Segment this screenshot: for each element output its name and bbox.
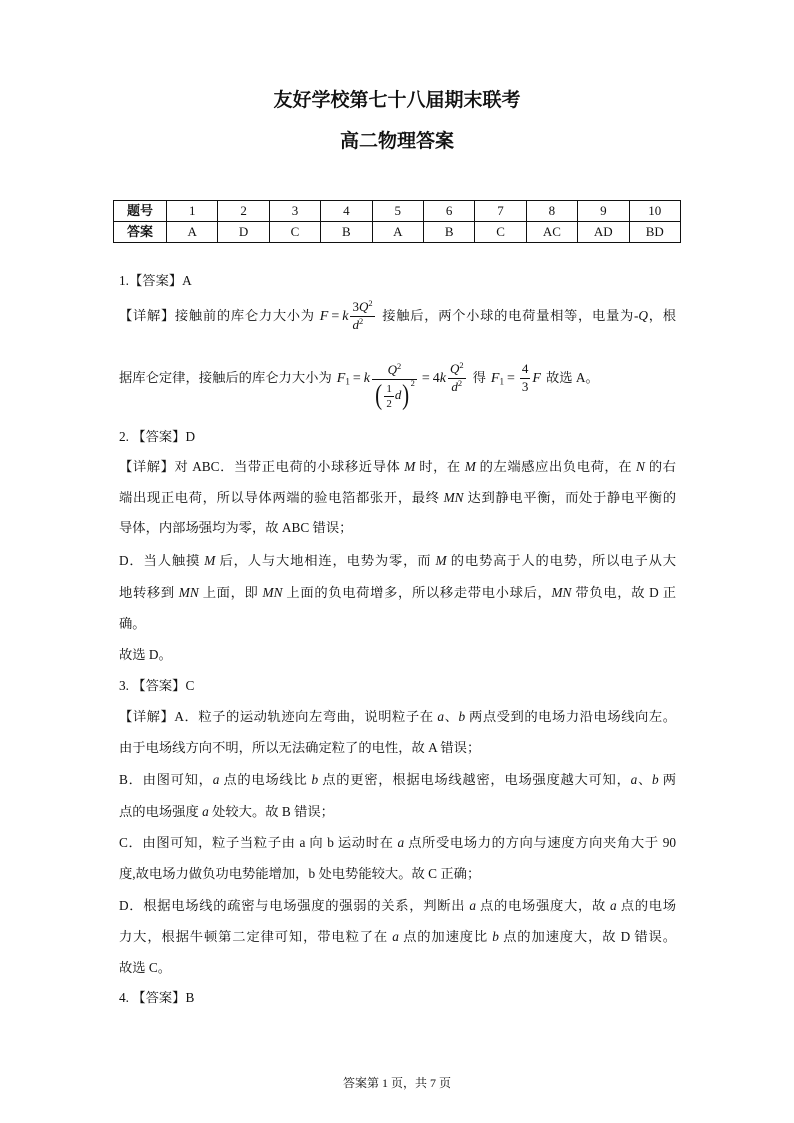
math-variable: F: [532, 371, 541, 386]
q1-detail-line-2: [119, 348, 676, 412]
math-subscript: 1: [345, 376, 350, 387]
math-variable: Q: [449, 361, 460, 377]
answer-key-subtitle: 高二物理答案: [339, 131, 454, 152]
answer-header: 答案: [114, 222, 167, 243]
q4-answer-line: 4. 【答案】B: [119, 990, 195, 1005]
math-variable: b: [492, 929, 499, 944]
text-run: C．由图可知，粒子当粒子由 a 向 b 运动时在: [119, 835, 398, 850]
text-run: 点的加速度大，故 D 错误。: [498, 929, 677, 944]
page-footer: 答案第 1 页，共 7 页: [342, 1076, 451, 1090]
math-operator: =: [421, 371, 430, 386]
text-run: 点的更密，根据电场线越密，电场强度越大可知，: [318, 772, 631, 787]
text-run: 端出现正电荷，所以导体两端的验电箔都张开，最终: [119, 490, 444, 505]
q3-detail-line-7: [119, 896, 676, 916]
q1-answer-line: 1.【答案】A: [119, 273, 192, 288]
q2-detail-line-6: [119, 614, 676, 634]
math-number: 3: [352, 299, 359, 315]
answer-cell: D: [218, 222, 269, 243]
text-run: 点所受电场力的方向与速度方向夹角大于 90: [404, 835, 676, 850]
answer-cell: AD: [578, 222, 629, 243]
q2-conclusion-line: [119, 645, 676, 665]
text-run: 故选 A。: [545, 370, 599, 385]
text-run: 力大，根据牛顿第二定律可知，带电粒了在: [119, 929, 393, 944]
fraction-denominator: [448, 379, 466, 395]
math-number: 4: [432, 371, 440, 386]
text-run: 度,故电场力做负功电势能增加，b 处电势能较大。故 C 正确；: [119, 866, 481, 881]
math-fraction: [520, 362, 531, 395]
math-variable: Q: [358, 299, 369, 315]
fraction-numerator: [350, 300, 374, 317]
math-close-paren: ): [402, 380, 410, 412]
question-number-cell: 2: [218, 201, 269, 222]
text-run: 确。: [119, 616, 146, 631]
answer-cell: A: [372, 222, 423, 243]
text-run: 的右: [644, 459, 676, 474]
exam-title: 友好学校第七十八届期末联考: [273, 90, 521, 111]
question-number-cell: 4: [321, 201, 372, 222]
math-variable: a: [397, 835, 405, 850]
math-exponent: 2: [368, 298, 373, 309]
math-variable: M: [464, 459, 476, 474]
math-variable: b: [652, 772, 659, 787]
text-run: 、: [637, 772, 652, 787]
q3-detail-line-2: [119, 738, 676, 758]
text-run: 点的加速度比: [398, 929, 493, 944]
text-run: 、: [444, 709, 459, 724]
math-variable: a: [202, 804, 209, 819]
question-number-cell: 9: [578, 201, 629, 222]
math-variable: a: [610, 898, 617, 913]
math-fraction: [448, 362, 466, 395]
text-run: 时，在: [415, 459, 465, 474]
text-run: D．根据电场线的疏密与电场强度的强弱的关系，判断出: [119, 898, 470, 913]
math-open-paren: (: [375, 380, 383, 412]
text-run: 上面，即: [198, 585, 263, 600]
math-variable: Q: [387, 362, 397, 378]
math-operator: =: [352, 371, 361, 386]
text-run: 接触后，两个小球的电荷量相等，电量为-: [381, 308, 639, 323]
question-number-row: [114, 201, 681, 222]
answer-table: [113, 200, 681, 243]
text-run: 的电势高于人的电势，所以电子从大: [446, 553, 676, 568]
q2-detail-line-1: [119, 457, 676, 477]
math-variable: F: [490, 371, 500, 386]
math-variable: MN: [443, 490, 464, 505]
text-run: 故选 C。: [119, 960, 172, 975]
answer-cell: BD: [629, 222, 680, 243]
math-variable: a: [630, 772, 638, 787]
text-run: 的左端感应出负电荷，在: [475, 459, 637, 474]
math-half-fraction: [384, 383, 394, 410]
question-number-cell: 1: [167, 201, 218, 222]
fraction-denominator: [350, 317, 374, 333]
formula-coulomb-before-contact: [319, 298, 377, 333]
math-variable: b: [311, 772, 319, 787]
fraction-denominator: 3: [521, 379, 529, 395]
answer-cell: B: [423, 222, 474, 243]
math-exponent: 2: [459, 360, 464, 371]
text-run: 点的电场强度: [119, 804, 203, 819]
question-number-cell: 7: [475, 201, 526, 222]
text-run: 据库仑定律，接触后的库仑力大小为: [119, 370, 332, 385]
q2-detail-line-4: [119, 551, 676, 571]
math-variable: Q: [638, 308, 649, 323]
answer-row: [114, 222, 681, 243]
math-variable: k: [439, 371, 446, 386]
text-run: 【详解】接触前的库仑力大小为: [119, 308, 315, 323]
math-variable: F: [336, 371, 346, 386]
math-variable: a: [392, 929, 399, 944]
q2-answer-line: 2. 【答案】D: [119, 429, 196, 444]
text-run: 地转移到: [119, 585, 179, 600]
text-run: ，根: [648, 308, 676, 323]
math-variable: a: [469, 898, 476, 913]
math-fraction: [350, 300, 374, 333]
text-run: 后，人与大地相连，电势为零，而: [215, 553, 436, 568]
math-variable: a: [437, 709, 445, 724]
text-run: 两: [658, 772, 676, 787]
math-variable: b: [458, 709, 466, 724]
math-variable: a: [212, 772, 220, 787]
math-exponent: 2: [410, 378, 415, 389]
text-run: B．由图可知，: [119, 772, 213, 787]
q3-detail-line-6: [119, 864, 676, 884]
math-variable: MN: [551, 585, 572, 600]
answer-cell: A: [167, 222, 218, 243]
q2-detail-line-2: [119, 488, 676, 508]
answer-cell: C: [269, 222, 320, 243]
text-run: 两点受到的电场力沿电场线向左。: [465, 709, 677, 724]
formula-coulomb-after-contact: [336, 360, 468, 412]
question-number-cell: 8: [526, 201, 577, 222]
math-variable: k: [363, 371, 370, 386]
fraction-denominator: 2: [386, 397, 392, 410]
fraction-numerator: 4: [520, 362, 531, 379]
math-operator: =: [507, 371, 515, 386]
text-run: 带负电，故 D 正: [571, 585, 677, 600]
math-variable: M: [435, 553, 447, 568]
text-run: 得: [472, 370, 486, 385]
question-number-cell: 5: [372, 201, 423, 222]
fraction-numerator: [448, 362, 466, 379]
question-number-header: 题号: [114, 201, 167, 222]
q2-detail-line-3: [119, 518, 676, 538]
text-run: 点的电场强度大，故: [475, 898, 611, 913]
q3-answer-line: 3. 【答案】C: [119, 678, 195, 693]
text-run: 上面的负电荷增多，所以移走带电小球后，: [282, 585, 552, 600]
q1-detail-line-1: [119, 298, 676, 334]
answer-cell: AC: [526, 222, 577, 243]
math-exponent: 2: [397, 361, 402, 372]
q3-detail-line-1: [119, 707, 676, 727]
math-variable: M: [204, 553, 216, 568]
question-number-cell: 10: [629, 201, 680, 222]
question-number-cell: 6: [423, 201, 474, 222]
question-number-cell: 3: [269, 201, 320, 222]
fraction-denominator: [372, 380, 417, 410]
text-run: 故选 D。: [119, 647, 172, 662]
math-variable: MN: [178, 585, 199, 600]
math-variable: d: [451, 379, 458, 395]
math-subscript: 1: [499, 376, 504, 387]
q3-detail-line-5: [119, 833, 676, 853]
formula-force-ratio: [490, 361, 541, 395]
q3-detail-line-4: [119, 802, 676, 822]
math-exponent: 2: [358, 316, 364, 327]
text-run: 达到静电平衡，而处于静电平衡的: [463, 490, 676, 505]
math-variable: N: [636, 459, 645, 474]
text-run: 点的电场线比: [219, 772, 312, 787]
math-variable: F: [319, 309, 329, 324]
text-run: 【详解】对 ABC．当带正电荷的小球移近导体: [119, 459, 405, 474]
text-run: 导体，内部场强均为零，故 ABC 错误；: [119, 520, 353, 535]
answer-cell: B: [321, 222, 372, 243]
q2-detail-line-5: [119, 583, 676, 603]
q3-conclusion-line: [119, 958, 676, 978]
fraction-numerator: 1: [384, 383, 394, 397]
q3-detail-line-8: [119, 927, 676, 947]
math-variable: d: [352, 317, 359, 333]
text-run: 由于电场线方向不明，所以无法确定粒了的电性，故 A 错误；: [119, 740, 481, 755]
answer-cell: C: [475, 222, 526, 243]
math-variable: d: [394, 387, 402, 403]
text-run: D．当人触摸: [119, 553, 205, 568]
math-variable: M: [404, 459, 416, 474]
text-run: 【详解】A．粒子的运动轨迹向左弯曲，说明粒子在: [119, 709, 438, 724]
math-variable: k: [342, 309, 349, 324]
text-run: 点的电场: [616, 898, 676, 913]
text-run: 处较大。故 B 错误；: [208, 804, 334, 819]
math-operator: =: [331, 309, 340, 324]
math-exponent: 2: [457, 378, 463, 389]
math-fraction: [372, 363, 417, 410]
math-variable: MN: [262, 585, 283, 600]
q3-detail-line-3: [119, 770, 676, 790]
